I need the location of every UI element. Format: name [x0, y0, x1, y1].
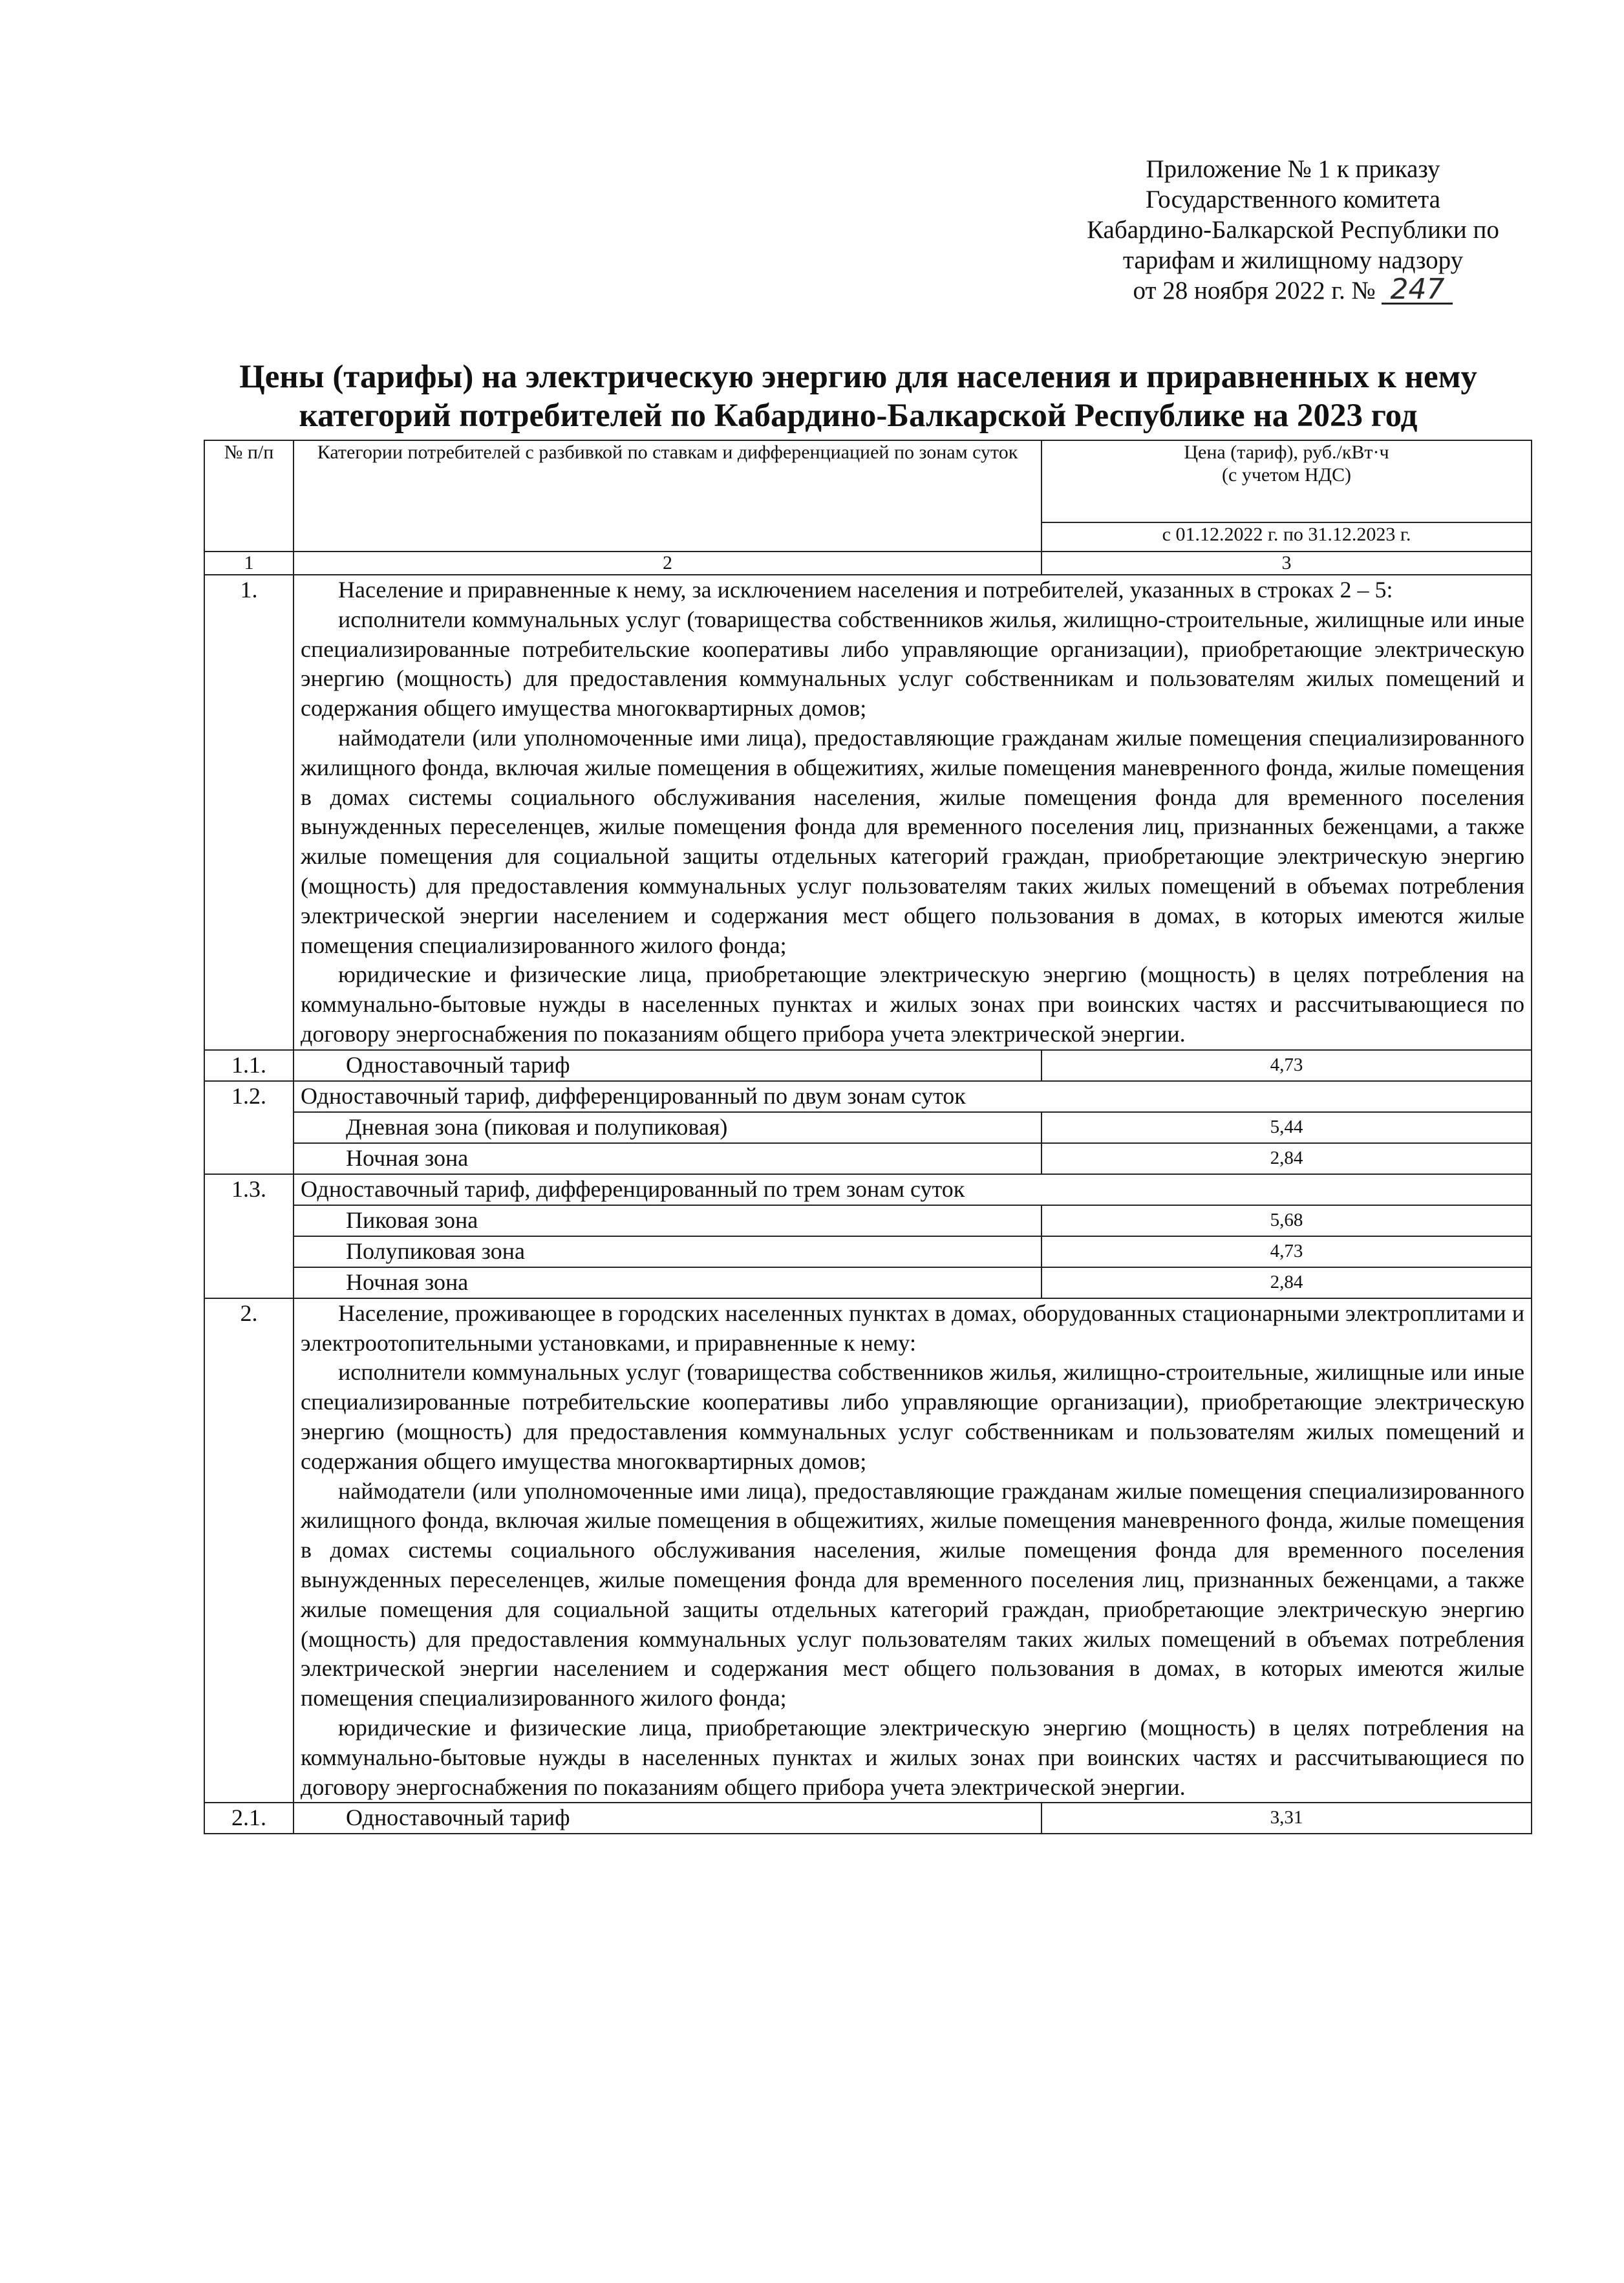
table-row	[204, 1174, 1532, 1205]
zone-label: Ночная зона	[294, 1143, 1042, 1174]
order-number-handwritten: 247	[1382, 277, 1453, 305]
section-paragraph: юридические и физические лица, приобретающие электрическую энергию (мощность) в целях потребления на коммунально-бытовые нужды в населенных пунктах и жилых зонах при воинских частях и рассчитывающиеся по договору энергоснабжения по показаниям общего прибора учета электрической энергии.	[301, 961, 1524, 1047]
row-number: 2.	[204, 1298, 294, 1803]
section-paragraph: Население, проживающее в городских населенных пунктах в домах, оборудованных стационарными электроплитами и электроотопительными установками, и приравненные к нему:	[301, 1300, 1524, 1356]
appendix-note	[1034, 154, 1552, 306]
tariff-value: 4,73	[1042, 1050, 1532, 1081]
header-price-line: (с учетом НДС)	[1222, 464, 1351, 486]
header-price	[1042, 440, 1532, 522]
zone-value: 2,84	[1042, 1143, 1532, 1174]
zone-label: Дневная зона (пиковая и полупиковая)	[294, 1112, 1042, 1143]
appendix-line: Государственного комитета	[1146, 186, 1440, 213]
table-row	[204, 1143, 1532, 1174]
section-text	[294, 1298, 1532, 1803]
row-number: 2.1.	[204, 1803, 294, 1834]
tariff-label: Одноставочный тариф, дифференцированный по двум зонам суток	[294, 1081, 1532, 1112]
tariff-label: Одноставочный тариф	[294, 1803, 1042, 1834]
appendix-date: от 28 ноября 2022 г. №	[1133, 277, 1376, 305]
header-period: с 01.12.2022 г. по 31.12.2023 г.	[1042, 522, 1532, 552]
section-text	[294, 575, 1532, 1050]
appendix-line: тарифам и жилищному надзору	[1122, 246, 1464, 274]
title-line: категорий потребителей по Кабардино-Балкарской Республике на 2023 год	[299, 398, 1418, 434]
zone-value: 5,44	[1042, 1112, 1532, 1143]
appendix-line: Кабардино-Балкарской Республики по	[1087, 216, 1499, 244]
row-number: 1.	[204, 575, 294, 1050]
section-paragraph: наймодатели (или уполномоченные ими лица), предоставляющие гражданам жилые помещения специализированного жилищного фонда, включая жилые помещения в общежитиях, жилые помещения маневренного фонда, жилые помещения в домах системы социального обслуживания населения, жилые помещения фонда для временного поселения вынужденных переселенцев, жилые помещения фонда для временного поселения лиц, признанных беженцами, а также жилые помещения для социальной защиты отдельных категорий граждан, приобретающие электрическую энергию (мощность) для предоставления коммунальных услуг пользователям таких жилых помещений в объемах потребления электрической энергии населением и содержания мест общего пользования в домах, в которых имеются жилые помещения специализированного жилого фонда;	[301, 724, 1524, 958]
tariff-table	[204, 440, 1532, 1834]
table-row	[204, 1803, 1532, 1834]
row-number: 1.3.	[204, 1174, 294, 1298]
section-paragraph: юридические и физические лица, приобретающие электрическую энергию (мощность) в целях потребления на коммунально-бытовые нужды в населенных пунктах и жилых зонах при воинских частях и рассчитывающиеся по договору энергоснабжения по показаниям общего прибора учета электрической энергии.	[301, 1714, 1524, 1800]
header-category: Категории потребителей с разбивкой по ставкам и дифференциацией по зонам суток	[294, 440, 1042, 552]
table-row	[204, 1236, 1532, 1267]
row-number: 1.1.	[204, 1050, 294, 1081]
appendix-line: Приложение № 1 к приказу	[1146, 155, 1440, 183]
appendix-date-line	[1034, 275, 1552, 306]
document-title	[197, 358, 1519, 435]
zone-label: Пиковая зона	[294, 1205, 1042, 1236]
row-number: 1.2.	[204, 1081, 294, 1174]
table-header-row	[204, 440, 1532, 522]
title-line: Цены (тарифы) на электрическую энергию для населения и приравненных к нему	[239, 359, 1477, 395]
tariff-label: Одноставочный тариф	[294, 1050, 1042, 1081]
zone-label: Полупиковая зона	[294, 1236, 1042, 1267]
table-row	[204, 1050, 1532, 1081]
column-number-row	[204, 552, 1532, 575]
table-row	[204, 1298, 1532, 1803]
zone-value: 5,68	[1042, 1205, 1532, 1236]
section-paragraph: исполнители коммунальных услуг (товарищества собственников жилья, жилищно-строительные, жилищные или иные специализированные потребительские кооперативы либо управляющие организации), приобретающие электрическую энергию (мощность) для предоставления коммунальных услуг собственникам и пользователям жилых помещений и содержания общего имущества многоквартирных домов;	[301, 606, 1524, 722]
zone-value: 4,73	[1042, 1236, 1532, 1267]
table-row	[204, 575, 1532, 1050]
zone-label: Ночная зона	[294, 1267, 1042, 1298]
header-price-line: Цена (тариф), руб./кВт·ч	[1184, 442, 1389, 463]
tariff-value: 3,31	[1042, 1803, 1532, 1834]
table-row	[204, 1112, 1532, 1143]
header-number: № п/п	[204, 440, 294, 552]
section-paragraph: исполнители коммунальных услуг (товарищества собственников жилья, жилищно-строительные, жилищные или иные специализированные потребительские кооперативы либо управляющие организации), приобретающие электрическую энергию (мощность) для предоставления коммунальных услуг собственникам и пользователям жилых помещений и содержания общего имущества многоквартирных домов;	[301, 1359, 1524, 1474]
zone-value: 2,84	[1042, 1267, 1532, 1298]
section-paragraph: наймодатели (или уполномоченные ими лица), предоставляющие гражданам жилые помещения специализированного жилищного фонда, включая жилые помещения в общежитиях, жилые помещения маневренного фонда, жилые помещения в домах системы социального обслуживания населения, жилые помещения фонда для временного поселения вынужденных переселенцев, жилые помещения фонда для временного поселения лиц, признанных беженцами, а также жилые помещения для социальной защиты отдельных категорий граждан, приобретающие электрическую энергию (мощность) для предоставления коммунальных услуг пользователям таких жилых помещений в объемах потребления электрической энергии населением и содержания мест общего пользования в домах, в которых имеются жилые помещения специализированного жилого фонда;	[301, 1477, 1524, 1711]
tariff-label: Одноставочный тариф, дифференцированный по трем зонам суток	[294, 1174, 1532, 1205]
table-row	[204, 1081, 1532, 1112]
column-number: 3	[1042, 552, 1532, 575]
table-row	[204, 1205, 1532, 1236]
table-row	[204, 1267, 1532, 1298]
column-number: 2	[294, 552, 1042, 575]
section-paragraph: Население и приравненные к нему, за исключением населения и потребителей, указанных в строках 2 – 5:	[338, 577, 1393, 603]
column-number: 1	[204, 552, 294, 575]
